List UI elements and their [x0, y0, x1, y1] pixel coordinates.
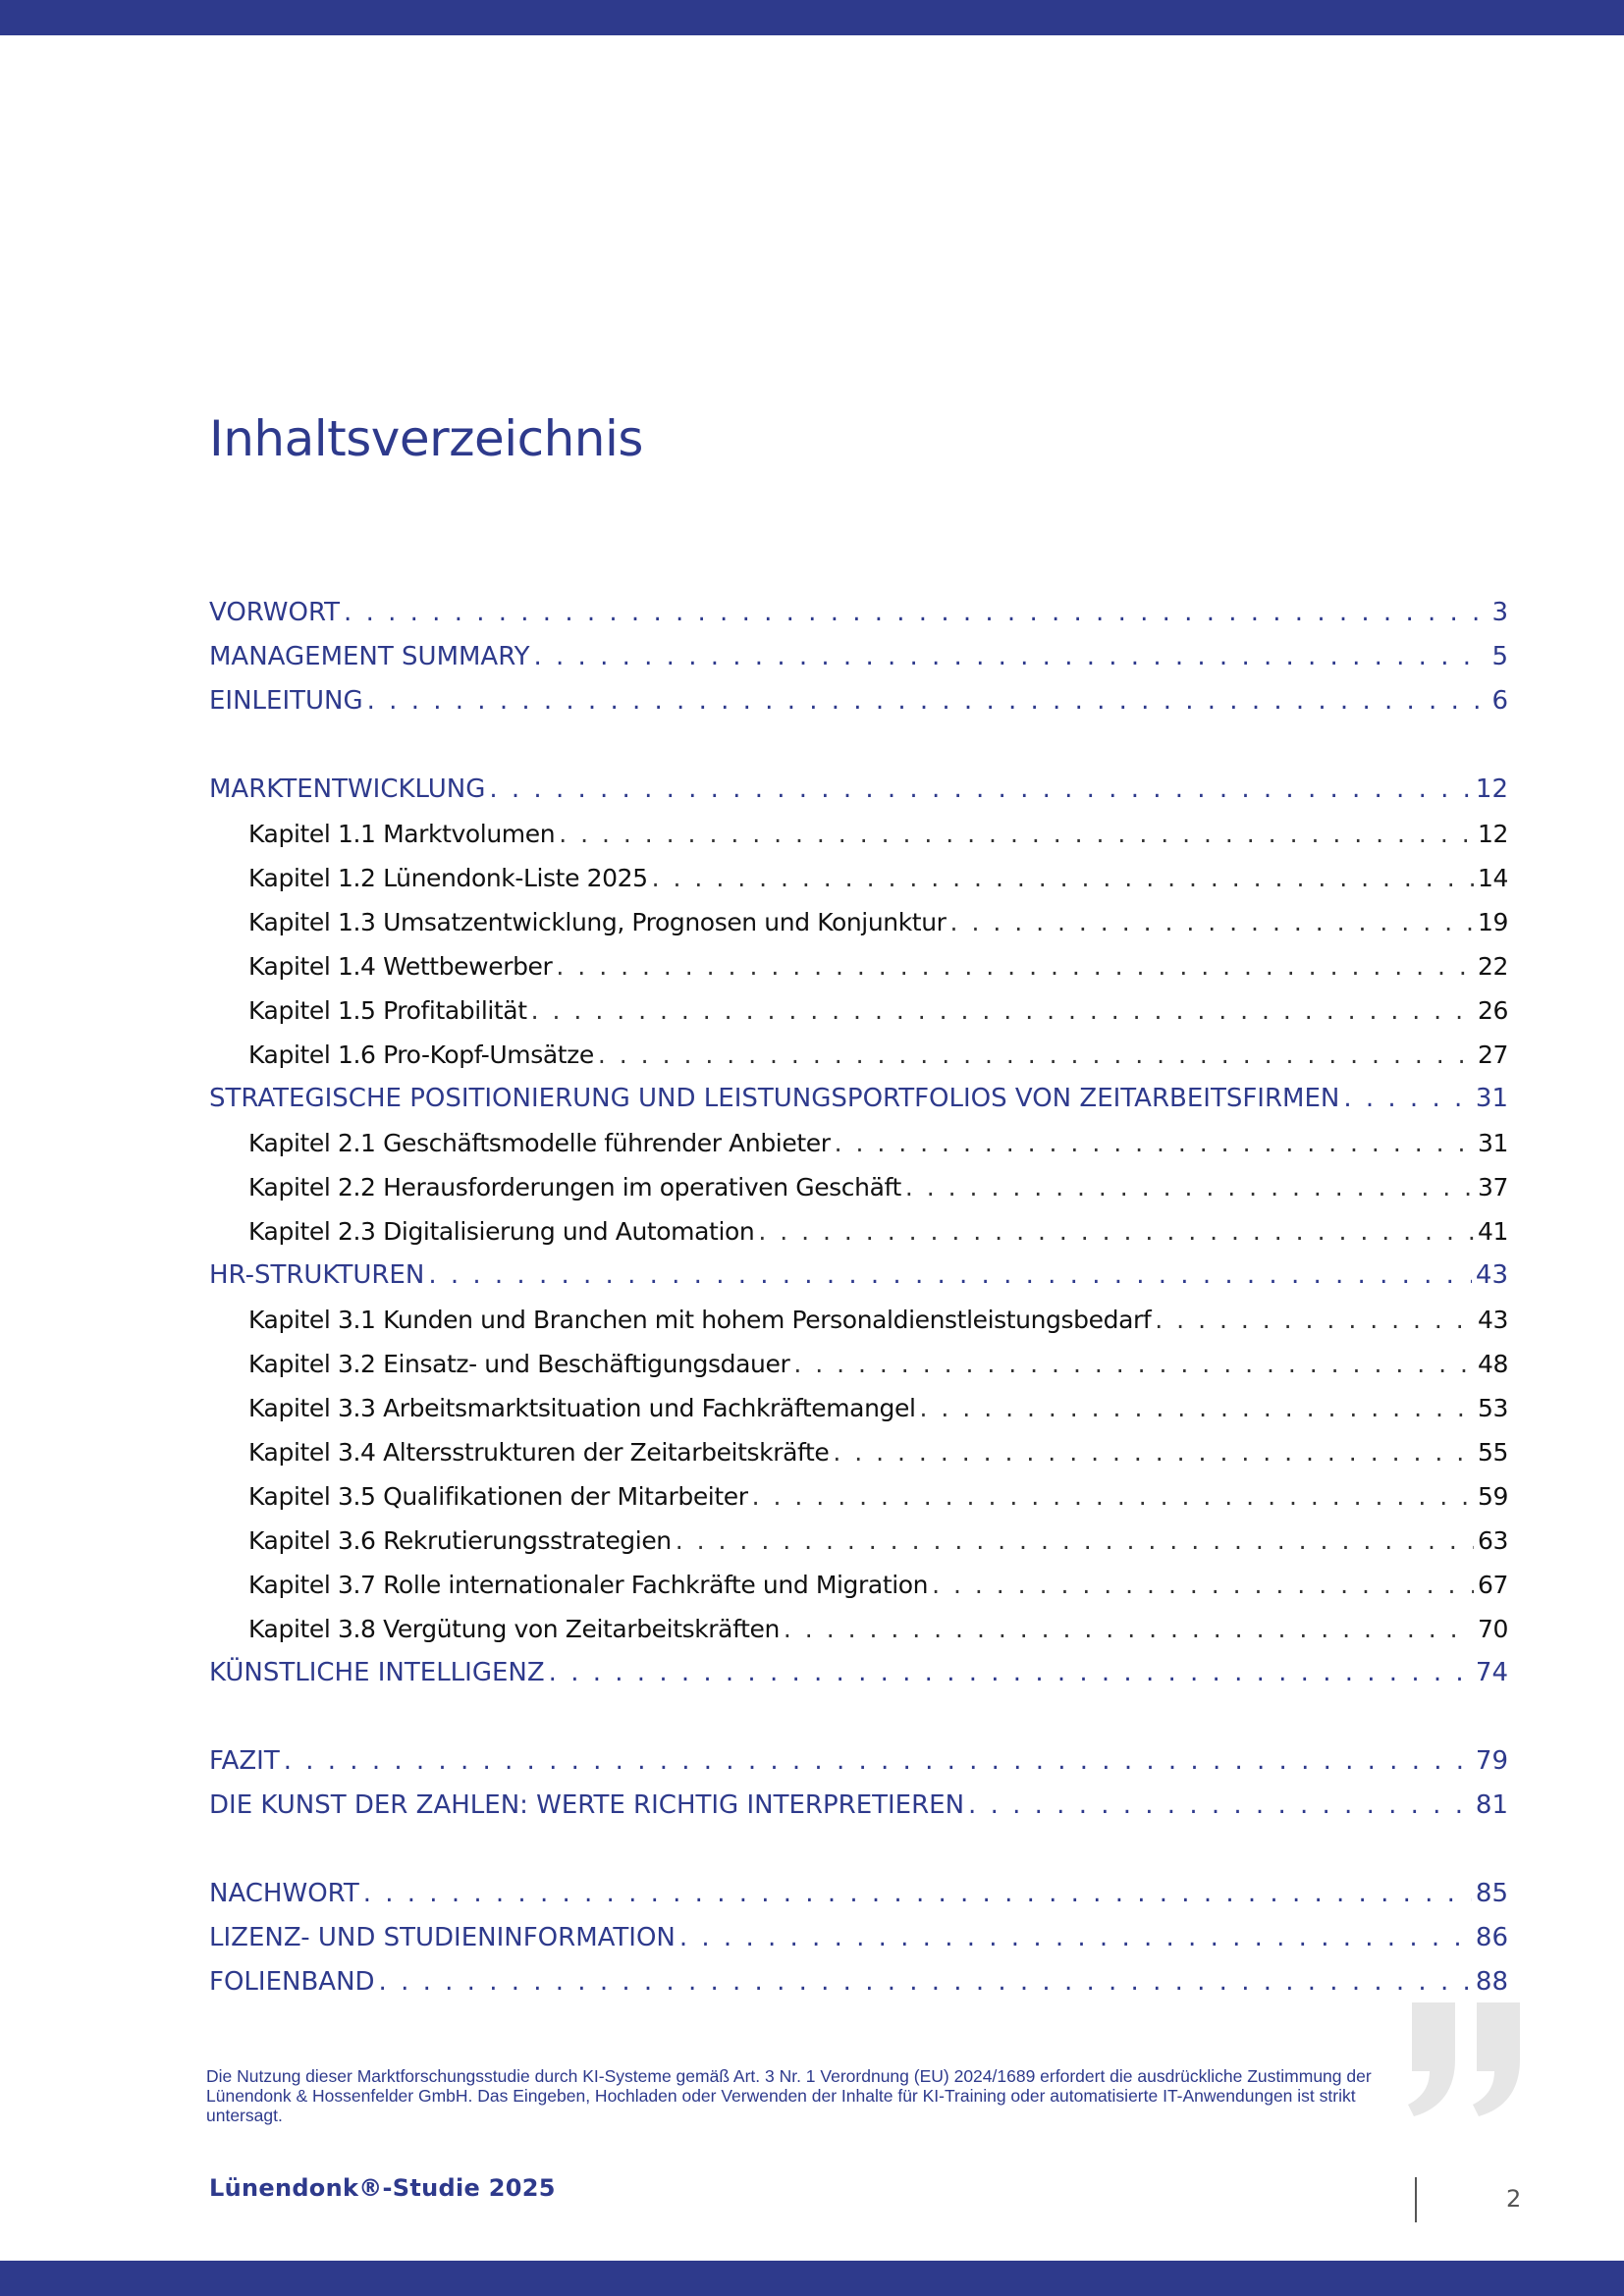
toc-entry-label: LIZENZ- UND STUDIENINFORMATION [209, 1923, 676, 1952]
toc-entry-page: 31 [1477, 1129, 1508, 1157]
toc-leader-dots [559, 812, 1474, 856]
toc-leader-dots [758, 1209, 1474, 1254]
toc-chapter-entry[interactable] [209, 812, 1508, 856]
toc-entry-label: EINLEITUNG [209, 686, 363, 716]
toc-entry-page: 53 [1477, 1394, 1508, 1422]
toc-entry-label: Kapitel 1.3 Umsatzentwicklung, Prognosen und Konjunktur [248, 908, 947, 936]
toc-entry-label: Kapitel 2.3 Digitalisierung und Automation [248, 1217, 755, 1246]
toc-entry-label: DIE KUNST DER ZAHLEN: WERTE RICHTIG INTERPRETIEREN [209, 1790, 965, 1820]
toc-leader-dots [489, 768, 1472, 812]
toc-entry-label: FOLIENBAND [209, 1967, 375, 1997]
toc-entry-page: 55 [1477, 1438, 1508, 1467]
toc-entry-page: 22 [1477, 952, 1508, 981]
toc-section-entry[interactable] [209, 1784, 1508, 1828]
toc-section-entry[interactable] [209, 1916, 1508, 1960]
toc-entry-page: 6 [1491, 686, 1508, 716]
toc-entry-label: Kapitel 3.3 Arbeitsmarktsituation und Fachkräftemangel [248, 1394, 916, 1422]
toc-entry-label: Kapitel 1.2 Lünendonk-Liste 2025 [248, 864, 648, 892]
toc-entry-label: Kapitel 1.6 Pro-Kopf-Umsätze [248, 1041, 594, 1069]
toc-entry-page: 48 [1477, 1350, 1508, 1378]
toc-leader-dots [428, 1254, 1472, 1298]
footer-divider [1415, 2177, 1417, 2222]
toc-leader-dots [534, 635, 1489, 679]
toc-entry-page: 12 [1477, 820, 1508, 848]
toc-leader-dots [932, 1563, 1474, 1607]
toc-leader-dots [835, 1121, 1474, 1165]
toc-entry-page: 81 [1475, 1790, 1508, 1820]
toc-chapter-entry[interactable] [209, 1298, 1508, 1342]
toc-leader-dots [950, 900, 1474, 944]
toc-chapter-entry[interactable] [209, 1033, 1508, 1077]
toc-section-entry[interactable] [209, 679, 1508, 723]
toc-leader-dots [968, 1784, 1472, 1828]
toc-entry-page: 27 [1477, 1041, 1508, 1069]
toc-leader-dots [752, 1474, 1474, 1519]
toc-entry-label: Kapitel 2.2 Herausforderungen im operativen Geschäft [248, 1173, 901, 1201]
toc-entry-page: 88 [1475, 1967, 1508, 1997]
toc-entry-page: 43 [1477, 1306, 1508, 1334]
toc-section-entry[interactable] [209, 1254, 1508, 1298]
toc-leader-dots [793, 1342, 1474, 1386]
toc-entry-label: MANAGEMENT SUMMARY [209, 642, 530, 671]
toc-entry-page: 31 [1475, 1084, 1508, 1113]
toc-entry-label: Kapitel 3.5 Qualifikationen der Mitarbeiter [248, 1482, 748, 1511]
bottom-color-band [0, 2261, 1624, 2296]
toc-leader-dots [679, 1916, 1472, 1960]
toc-entry-page: 14 [1477, 864, 1508, 892]
table-of-contents [209, 591, 1508, 2004]
toc-entry-label: KÜNSTLICHE INTELLIGENZ [209, 1658, 545, 1687]
toc-entry-page: 74 [1475, 1658, 1508, 1687]
toc-chapter-entry[interactable] [209, 988, 1508, 1033]
toc-chapter-entry[interactable] [209, 1607, 1508, 1651]
toc-entry-label: STRATEGISCHE POSITIONIERUNG UND LEISTUNGSPORTFOLIOS VON ZEITARBEITSFIRMEN [209, 1084, 1340, 1113]
ai-usage-disclaimer: Die Nutzung dieser Marktforschungsstudie durch KI-Systeme gemäß Art. 3 Nr. 1 Verordnung (EU) 2024/1689 erfordert die ausdrückliche Zustimmung der Lünendonk & Hossenfelder GmbH. Das Eingeben, Hochladen oder Verwenden der Inhalte für KI-Training oder automatisierte IT-Anwendungen ist strikt untersagt. [206, 2066, 1372, 2125]
toc-entry-label: VORWORT [209, 598, 341, 627]
toc-leader-dots [284, 1739, 1472, 1784]
toc-entry-label: Kapitel 3.1 Kunden und Branchen mit hohem Personaldienstleistungsbedarf [248, 1306, 1152, 1334]
toc-leader-dots [379, 1960, 1472, 2004]
toc-entry-page: 70 [1477, 1615, 1508, 1643]
toc-entry-page: 59 [1477, 1482, 1508, 1511]
toc-chapter-entry[interactable] [209, 1121, 1508, 1165]
toc-entry-label: Kapitel 1.4 Wettbewerber [248, 952, 553, 981]
toc-leader-dots [1343, 1077, 1472, 1121]
toc-chapter-entry[interactable] [209, 1563, 1508, 1607]
toc-entry-page: 63 [1477, 1526, 1508, 1555]
toc-leader-dots [784, 1607, 1474, 1651]
toc-chapter-entry[interactable] [209, 1342, 1508, 1386]
toc-section-entry[interactable] [209, 1651, 1508, 1695]
toc-section-entry[interactable] [209, 1960, 1508, 2004]
toc-section-entry[interactable] [209, 1077, 1508, 1121]
footer-brand: Lünendonk®-Studie 2025 [209, 2174, 556, 2202]
toc-leader-dots [531, 988, 1474, 1033]
toc-leader-dots [549, 1651, 1472, 1695]
toc-entry-label: Kapitel 3.4 Altersstrukturen der Zeitarbeitskräfte [248, 1438, 830, 1467]
toc-chapter-entry[interactable] [209, 1165, 1508, 1209]
toc-leader-dots [652, 856, 1474, 900]
toc-chapter-entry[interactable] [209, 1209, 1508, 1254]
toc-leader-dots [556, 944, 1474, 988]
toc-entry-label: Kapitel 1.1 Marktvolumen [248, 820, 556, 848]
toc-section-entry[interactable] [209, 591, 1508, 635]
toc-leader-dots [367, 679, 1489, 723]
toc-entry-label: Kapitel 3.8 Vergütung von Zeitarbeitskräften [248, 1615, 780, 1643]
toc-entry-page: 43 [1475, 1260, 1508, 1290]
toc-entry-page: 67 [1477, 1571, 1508, 1599]
toc-entry-page: 37 [1477, 1173, 1508, 1201]
toc-section-entry[interactable] [209, 1872, 1508, 1916]
toc-entry-page: 41 [1477, 1217, 1508, 1246]
toc-leader-dots [363, 1872, 1472, 1916]
toc-leader-dots [598, 1033, 1474, 1077]
toc-entry-page: 26 [1477, 996, 1508, 1025]
toc-entry-label: Kapitel 3.2 Einsatz- und Beschäftigungsdauer [248, 1350, 790, 1378]
toc-entry-page: 3 [1491, 598, 1508, 627]
toc-leader-dots [1155, 1298, 1474, 1342]
toc-entry-label: Kapitel 2.1 Geschäftsmodelle führender Anbieter [248, 1129, 831, 1157]
toc-entry-label: HR-STRUKTUREN [209, 1260, 425, 1290]
page-title: Inhaltsverzeichnis [209, 410, 643, 467]
toc-entry-label: Kapitel 1.5 Profitabilität [248, 996, 527, 1025]
toc-chapter-entry[interactable] [209, 1474, 1508, 1519]
toc-leader-dots [833, 1430, 1474, 1474]
toc-leader-dots [344, 591, 1488, 635]
toc-entry-page: 19 [1477, 908, 1508, 936]
toc-section-entry[interactable] [209, 768, 1508, 812]
toc-entry-label: FAZIT [209, 1746, 280, 1776]
toc-leader-dots [676, 1519, 1474, 1563]
toc-entry-page: 85 [1475, 1879, 1508, 1908]
toc-entry-page: 5 [1491, 642, 1508, 671]
toc-entry-page: 12 [1475, 774, 1508, 804]
toc-entry-page: 79 [1475, 1746, 1508, 1776]
toc-chapter-entry[interactable] [209, 856, 1508, 900]
toc-entry-label: Kapitel 3.7 Rolle internationaler Fachkräfte und Migration [248, 1571, 929, 1599]
toc-entry-label: Kapitel 3.6 Rekrutierungsstrategien [248, 1526, 672, 1555]
toc-entry-label: MARKTENTWICKLUNG [209, 774, 486, 804]
toc-chapter-entry[interactable] [209, 1430, 1508, 1474]
toc-chapter-entry[interactable] [209, 1386, 1508, 1430]
toc-section-entry[interactable] [209, 635, 1508, 679]
toc-entry-label: NACHWORT [209, 1879, 359, 1908]
toc-leader-dots [920, 1386, 1474, 1430]
top-color-band [0, 0, 1624, 35]
toc-entry-page: 86 [1475, 1923, 1508, 1952]
toc-section-entry[interactable] [209, 1739, 1508, 1784]
toc-chapter-entry[interactable] [209, 944, 1508, 988]
toc-chapter-entry[interactable] [209, 1519, 1508, 1563]
toc-leader-dots [905, 1165, 1474, 1209]
page-number: 2 [1506, 2185, 1522, 2213]
closing-quote-icon [1404, 2002, 1532, 2120]
toc-chapter-entry[interactable] [209, 900, 1508, 944]
